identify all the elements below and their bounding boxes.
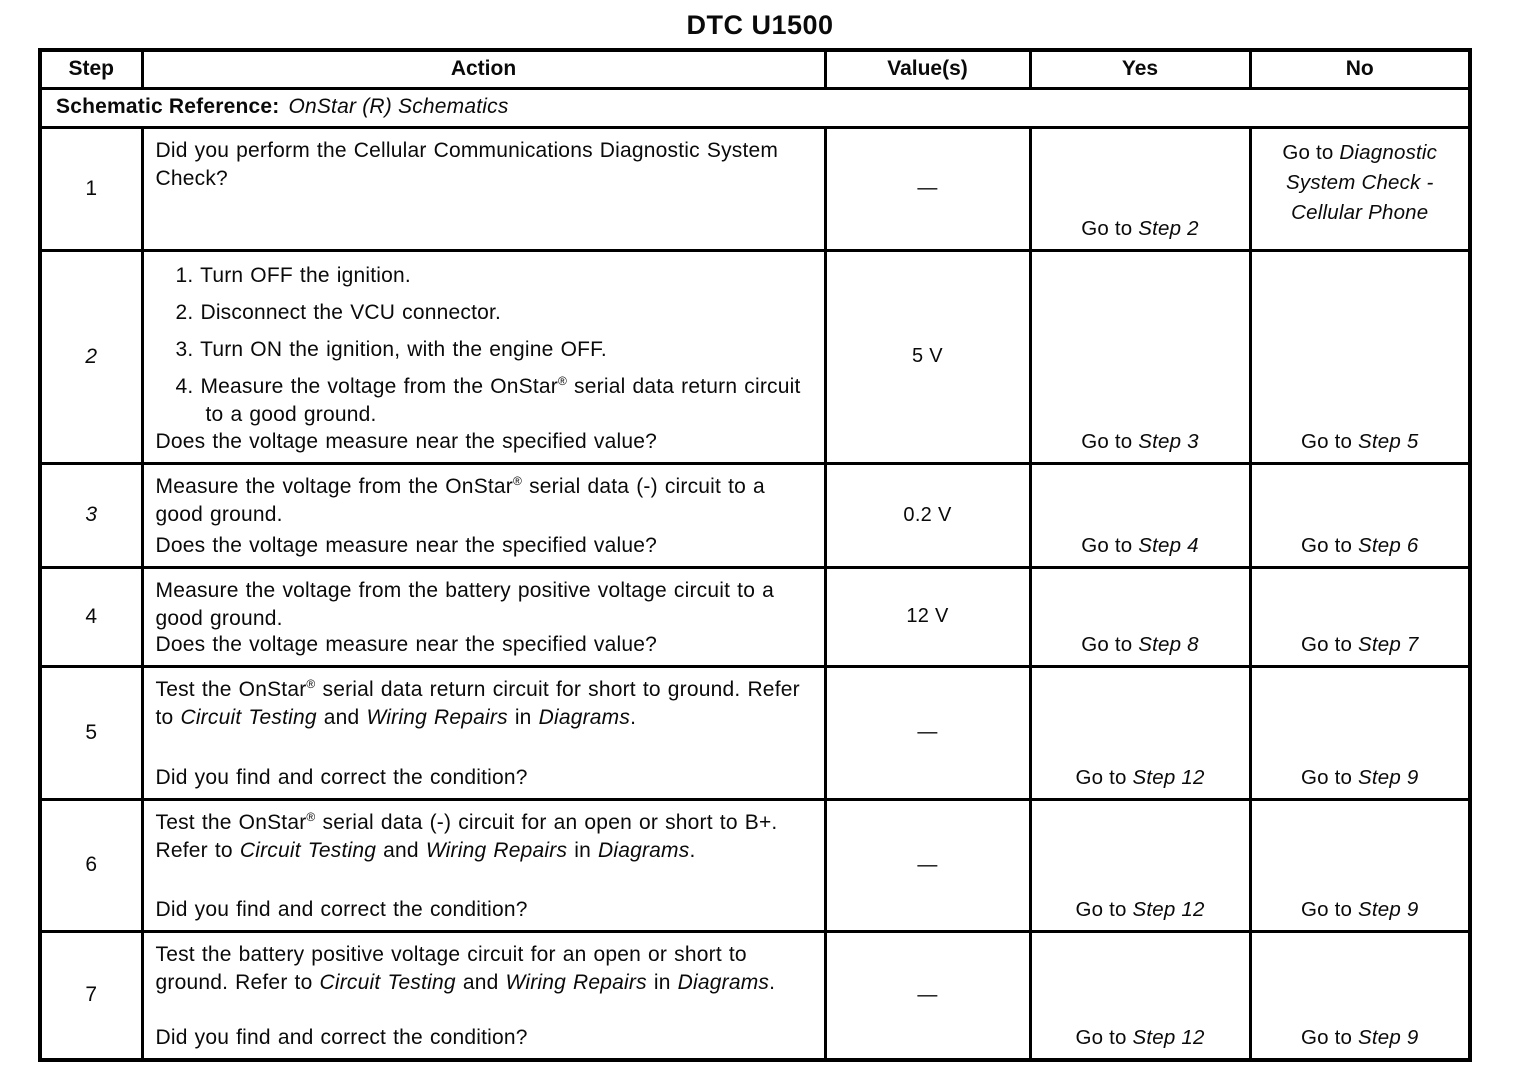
- yes-cell: Go to Step 4: [1030, 463, 1250, 567]
- action-question: Did you find and correct the condition?: [155, 1026, 528, 1049]
- value-cell: 12 V: [825, 567, 1030, 666]
- page-title: DTC U1500: [686, 10, 834, 40]
- action-cell: [142, 463, 825, 567]
- no-cell: Go to Step 9: [1250, 799, 1470, 931]
- col-header-action: Action: [142, 50, 825, 88]
- table-row: [40, 931, 1470, 1060]
- action-cell: [142, 799, 825, 931]
- action-text: Did you perform the Cellular Communications Diagnostic System Check?: [155, 138, 779, 190]
- action-question: Does the voltage measure near the specified value?: [155, 429, 657, 453]
- yes-cell: Go to Step 8: [1030, 567, 1250, 666]
- action-question: Does the voltage measure near the specified value?: [155, 533, 657, 557]
- step-number: 7: [40, 931, 142, 1060]
- yes-cell: Go to Step 2: [1030, 127, 1250, 250]
- step-number: 5: [40, 666, 142, 799]
- col-header-yes: Yes: [1030, 50, 1250, 88]
- action-cell: [142, 127, 825, 250]
- table-row: [40, 666, 1470, 799]
- no-cell: Go to Step 7: [1250, 567, 1470, 666]
- yes-cell: Go to Step 12: [1030, 799, 1250, 931]
- table-row: [40, 799, 1470, 931]
- no-cell: Go to Step 6: [1250, 463, 1470, 567]
- action-question: Does the voltage measure near the specified value?: [155, 632, 657, 656]
- action-text: Measure the voltage from the OnStar® serial data (-) circuit to a good ground.: [155, 473, 765, 526]
- step-number: 6: [40, 799, 142, 931]
- action-question: Did you find and correct the condition?: [155, 765, 528, 789]
- step-number: 4: [40, 567, 142, 666]
- col-header-step: Step: [40, 50, 142, 88]
- table-row: [40, 250, 1470, 463]
- table-row: [40, 567, 1470, 666]
- action-text: 1. Turn OFF the ignition. 2. Disconnect the VCU connector. 3. Turn ON the ignition, with the engine OFF. 4. Measure the voltage from the OnStar® serial data return circuit to a good ground.: [175, 263, 801, 426]
- no-cell: Go to Step 5: [1250, 250, 1470, 463]
- value-cell: —: [825, 666, 1030, 799]
- action-text: Measure the voltage from the battery positive voltage circuit to a good ground.: [155, 578, 775, 630]
- action-cell: [142, 567, 825, 666]
- step-number: 1: [40, 127, 142, 250]
- no-cell: Go to Step 9: [1250, 931, 1470, 1060]
- dtc-table: [38, 48, 1472, 1062]
- schematic-reference-row: [40, 88, 1470, 127]
- action-cell: [142, 250, 825, 463]
- step-number: 2: [40, 250, 142, 463]
- action-question: Did you find and correct the condition?: [155, 897, 528, 921]
- no-cell: Go to Diagnostic System Check - Cellular Phone: [1250, 127, 1470, 250]
- schematic-reference-label: Schematic Reference:: [56, 94, 280, 118]
- value-cell: —: [825, 931, 1030, 1060]
- action-text: Test the OnStar® serial data return circuit for short to ground. Refer to Circuit Testing and Wiring Repairs in Diagrams.: [155, 676, 800, 729]
- yes-cell: Go to Step 3: [1030, 250, 1250, 463]
- step-number: 3: [40, 463, 142, 567]
- action-cell: [142, 931, 825, 1060]
- table-row: [40, 127, 1470, 250]
- value-cell: —: [825, 799, 1030, 931]
- action-text: Test the battery positive voltage circuit for an open or short to ground. Refer to Circuit Testing and Wiring Repairs in Diagrams.: [155, 942, 776, 994]
- no-cell: Go to Step 9: [1250, 666, 1470, 799]
- schematic-reference-value: OnStar (R) Schematics: [288, 94, 509, 118]
- value-cell: 5 V: [825, 250, 1030, 463]
- action-text: Test the OnStar® serial data (-) circuit for an open or short to B+. Refer to Circuit Testing and Wiring Repairs in Diagrams.: [155, 809, 778, 862]
- col-header-values: Value(s): [825, 50, 1030, 88]
- schematic-reference-cell: [40, 88, 1470, 127]
- value-cell: 0.2 V: [825, 463, 1030, 567]
- yes-cell: Go to Step 12: [1030, 666, 1250, 799]
- value-cell: —: [825, 127, 1030, 250]
- table-header-row: [40, 50, 1470, 88]
- col-header-no: No: [1250, 50, 1470, 88]
- table-row: [40, 463, 1470, 567]
- yes-cell: Go to Step 12: [1030, 931, 1250, 1060]
- action-cell: [142, 666, 825, 799]
